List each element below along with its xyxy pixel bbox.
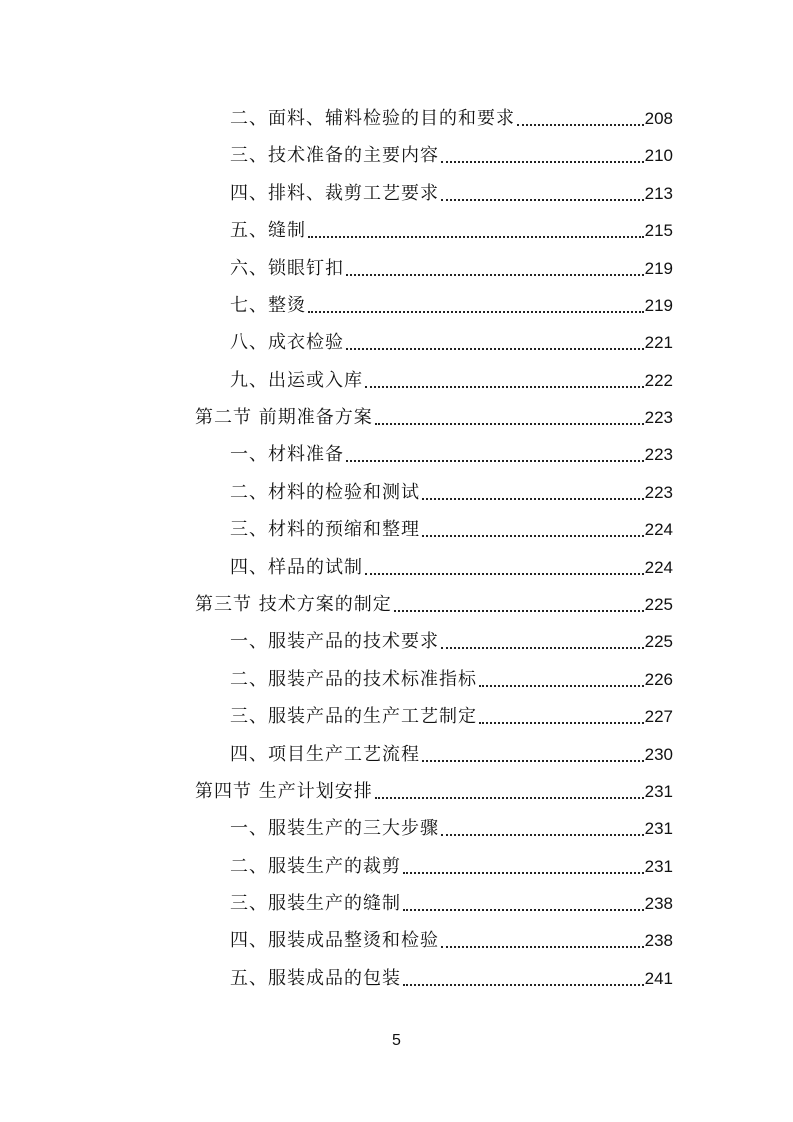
toc-entry-title: 二、面料、辅料检验的目的和要求 <box>230 107 515 129</box>
toc-section-entry[interactable] <box>195 586 673 623</box>
toc-entry-page: 225 <box>644 631 673 651</box>
toc-entry-page: 230 <box>644 744 673 764</box>
toc-entry-page: 225 <box>644 594 673 614</box>
toc-entry[interactable] <box>230 511 673 548</box>
dot-leader <box>346 445 644 465</box>
toc-entry[interactable] <box>230 436 673 473</box>
dot-leader <box>365 558 644 578</box>
toc-entry[interactable] <box>230 362 673 399</box>
dot-leader <box>346 259 644 279</box>
toc-entry-page: 238 <box>644 893 673 913</box>
dot-leader <box>346 333 644 353</box>
toc-entry[interactable] <box>230 250 673 287</box>
toc-entry[interactable] <box>230 324 673 361</box>
toc-entry[interactable] <box>230 661 673 698</box>
toc-entry-page: 223 <box>644 407 673 427</box>
toc-entry-title: 三、材料的预缩和整理 <box>230 518 420 540</box>
toc-entry-page: 208 <box>644 108 673 128</box>
toc-entry-title: 一、材料准备 <box>230 443 344 465</box>
dot-leader <box>441 819 644 839</box>
toc-entry-page: 219 <box>644 295 673 315</box>
toc-entry-title: 三、服装生产的缝制 <box>230 892 401 914</box>
dot-leader <box>441 146 644 166</box>
toc-entry[interactable] <box>230 848 673 885</box>
toc-entry[interactable] <box>230 137 673 174</box>
dot-leader <box>403 894 644 914</box>
toc-entry-title: 四、项目生产工艺流程 <box>230 743 420 765</box>
toc-entry-title: 八、成衣检验 <box>230 331 344 353</box>
toc-entry-page: 224 <box>644 519 673 539</box>
dot-leader <box>375 408 644 428</box>
toc-entry-page: 219 <box>644 258 673 278</box>
toc-entry[interactable] <box>230 100 673 137</box>
toc-entry-title: 二、服装生产的裁剪 <box>230 855 401 877</box>
toc-entry-title: 四、服装成品整烫和检验 <box>230 929 439 951</box>
toc-entry-title: 五、缝制 <box>230 219 306 241</box>
toc-entry-title: 三、技术准备的主要内容 <box>230 144 439 166</box>
toc-entry-title: 第四节 生产计划安排 <box>195 780 373 802</box>
toc-entry-title: 四、排料、裁剪工艺要求 <box>230 182 439 204</box>
dot-leader <box>308 296 644 316</box>
toc-entry-page: 241 <box>644 968 673 988</box>
toc-entry-title: 二、材料的检验和测试 <box>230 481 420 503</box>
dot-leader <box>375 782 644 802</box>
toc-entry[interactable] <box>230 549 673 586</box>
dot-leader <box>441 184 644 204</box>
dot-leader <box>441 931 644 951</box>
toc-entry[interactable] <box>230 736 673 773</box>
toc-entry[interactable] <box>230 810 673 847</box>
toc-entry-title: 第二节 前期准备方案 <box>195 406 373 428</box>
toc-entry[interactable] <box>230 885 673 922</box>
dot-leader <box>403 969 644 989</box>
dot-leader <box>422 483 644 503</box>
toc-entry-title: 四、样品的试制 <box>230 556 363 578</box>
toc-section-entry[interactable] <box>195 773 673 810</box>
toc-entry-title: 二、服装产品的技术标准指标 <box>230 668 477 690</box>
toc-entry-title: 一、服装产品的技术要求 <box>230 630 439 652</box>
toc-entry-page: 223 <box>644 482 673 502</box>
toc-entry[interactable] <box>230 474 673 511</box>
toc-entry-title: 一、服装生产的三大步骤 <box>230 817 439 839</box>
dot-leader <box>422 745 644 765</box>
toc-entry-page: 231 <box>644 856 673 876</box>
toc-entry-title: 九、出运或入库 <box>230 369 363 391</box>
page-number: 5 <box>392 1032 401 1049</box>
dot-leader <box>422 520 644 540</box>
dot-leader <box>517 109 644 129</box>
toc-entry-page: 223 <box>644 444 673 464</box>
toc-entry-page: 215 <box>644 220 673 240</box>
toc-entry[interactable] <box>230 287 673 324</box>
dot-leader <box>308 221 644 241</box>
dot-leader <box>479 670 644 690</box>
toc-entry-page: 221 <box>644 332 673 352</box>
toc-entry[interactable] <box>230 960 673 997</box>
toc-entry-page: 226 <box>644 669 673 689</box>
toc-entry-title: 六、锁眼钉扣 <box>230 257 344 279</box>
toc-entry[interactable] <box>230 212 673 249</box>
toc-entry-title: 七、整烫 <box>230 294 306 316</box>
toc-entry-page: 231 <box>644 781 673 801</box>
toc-entry-page: 213 <box>644 183 673 203</box>
toc-entry-title: 第三节 技术方案的制定 <box>195 593 392 615</box>
toc-entry[interactable] <box>230 698 673 735</box>
toc-entry[interactable] <box>230 623 673 660</box>
toc-entry-page: 210 <box>644 145 673 165</box>
toc-entry[interactable] <box>230 922 673 959</box>
toc-entry-page: 222 <box>644 370 673 390</box>
dot-leader <box>394 595 644 615</box>
toc-entry-page: 231 <box>644 818 673 838</box>
toc-entry-title: 五、服装成品的包装 <box>230 967 401 989</box>
toc-entry-page: 227 <box>644 706 673 726</box>
toc-entry-page: 238 <box>644 930 673 950</box>
toc-section-entry[interactable] <box>195 399 673 436</box>
dot-leader <box>403 857 644 877</box>
toc-entry-page: 224 <box>644 557 673 577</box>
dot-leader <box>479 707 644 727</box>
dot-leader <box>365 371 644 391</box>
toc-entry[interactable] <box>230 175 673 212</box>
dot-leader <box>441 632 644 652</box>
toc-entry-title: 三、服装产品的生产工艺制定 <box>230 705 477 727</box>
